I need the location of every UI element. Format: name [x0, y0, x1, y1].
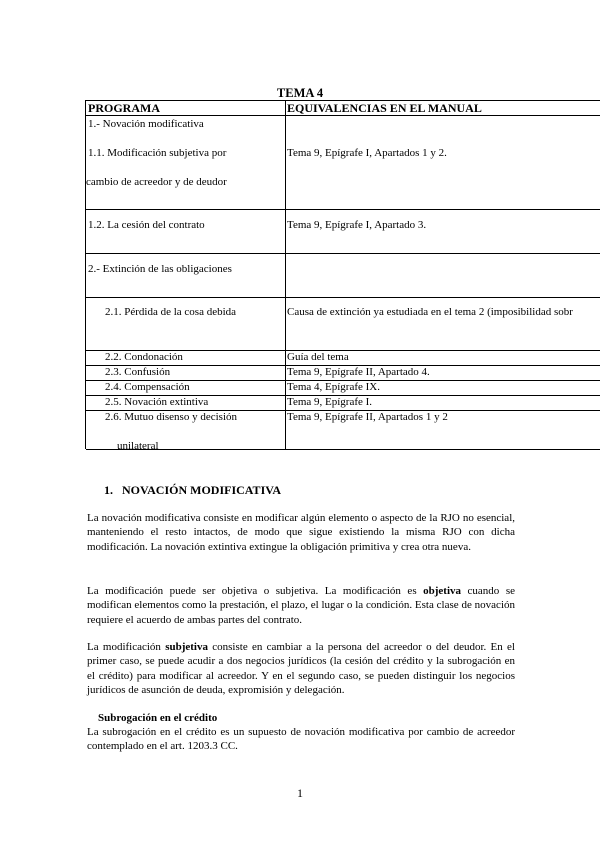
table-cell-program: 2.2. Condonación: [105, 351, 183, 363]
text-run: La modificación: [87, 641, 166, 653]
table-cell-equivalence: Tema 9, Epígrafe I.: [287, 396, 373, 408]
table-cell-program: unilateral: [117, 440, 159, 452]
text-run: La modificación puede ser objetiva o subjetiva. La modificación es: [87, 585, 424, 597]
table-cell-program: 2.- Extinción de las obligaciones: [88, 263, 232, 275]
table-cell-program: 2.6. Mutuo disenso y decisión: [105, 411, 237, 423]
table-cell-equivalence: Tema 9, Epígrafe II, Apartado 4.: [287, 366, 430, 378]
row-divider: [86, 209, 600, 210]
row-divider: [86, 449, 600, 450]
subsection-heading: Subrogación en el crédito: [98, 712, 218, 724]
page-number: 1: [297, 786, 303, 800]
table-cell-equivalence: Tema 4, Epígrafe IX.: [287, 381, 380, 393]
text-run: cuando se modifican elementos como la prestación, el plazo, el lugar o la condición. Esta clase de novación requiere el acuerdo de ambas partes del contrato.: [87, 585, 515, 626]
text-run: consiste en cambiar a la persona del acreedor o del deudor. En el primer caso, se puede acudir a dos negocios jurídicos (la cesión del crédito y la subrogación en el crédito) para modificar al acreedor. Y en el segundo caso, se pueden distinguir los negocios jurídicos de asunción de deuda, expromisión y delegación.: [87, 641, 515, 696]
paragraph: La subrogación en el crédito es un supuesto de novación modificativa por cambio de acreedor contemplado en el art. 1203.3 CC.: [87, 726, 515, 753]
keyword: subjetiva: [165, 641, 208, 653]
table-cell-program: 1.1. Modificación subjetiva por: [88, 147, 227, 159]
table-cell-equivalence: Causa de extinción ya estudiada en el tema 2 (imposibilidad sobr: [287, 306, 573, 318]
column-divider: [285, 101, 286, 449]
table-cell-program: 1.2. La cesión del contrato: [88, 219, 205, 231]
table-cell-equivalence: Tema 9, Epígrafe I, Apartado 3.: [287, 219, 427, 231]
table-cell-equivalence: Guía del tema: [287, 351, 349, 363]
section-number: 1.: [104, 483, 113, 497]
row-divider: [86, 253, 600, 254]
program-table: [85, 100, 600, 452]
paragraph: La novación modificativa consiste en modificar algún elemento o aspecto de la RJO no esencial, manteniendo el resto intactos, de modo que sigue existiendo la misma RJO con dicha modificación. La novación extintiva extingue la obligación primitiva y crea otra nueva.: [87, 512, 515, 553]
table-cell-program: 2.3. Confusión: [105, 366, 171, 378]
table-cell-program: 2.5. Novación extintiva: [105, 396, 209, 408]
paragraph: [87, 584, 515, 627]
table-cell-program: cambio de acreedor y de deudor: [86, 176, 227, 188]
table-cell-program: 2.4. Compensación: [105, 381, 190, 393]
table-cell-program: 2.1. Pérdida de la cosa debida: [105, 306, 237, 318]
paragraph: [87, 640, 515, 697]
section-heading: [104, 483, 532, 497]
table-cell-equivalence: Tema 9, Epígrafe II, Apartados 1 y 2: [287, 411, 448, 423]
row-divider: [86, 115, 600, 116]
section-title: NOVACIÓN MODIFICATIVA: [122, 483, 282, 497]
keyword: objetiva: [423, 585, 462, 597]
table-cell-program: 1.- Novación modificativa: [88, 118, 204, 130]
table-cell-equivalence: Tema 9, Epígrafe I, Apartados 1 y 2.: [287, 147, 447, 159]
table-header-equivalencias: EQUIVALENCIAS EN EL MANUAL: [287, 101, 482, 115]
page-title: TEMA 4: [276, 86, 324, 100]
table-header-programa: PROGRAMA: [88, 101, 160, 115]
row-divider: [86, 297, 600, 298]
